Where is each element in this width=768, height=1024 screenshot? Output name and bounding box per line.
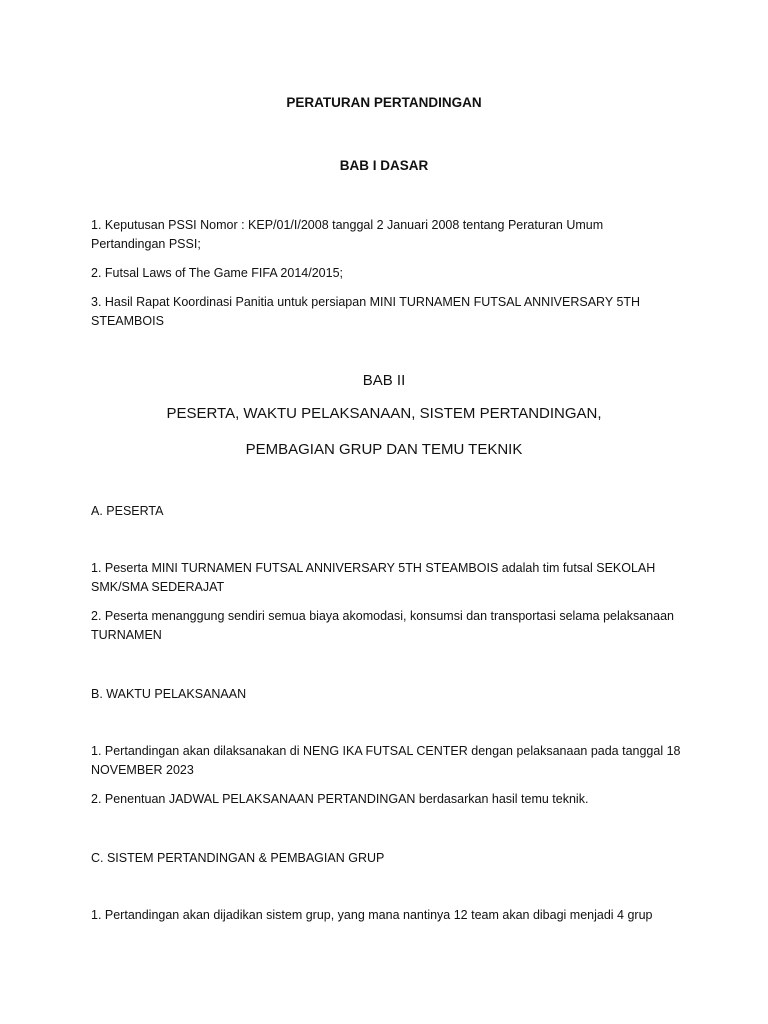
bab1-item-2: 2. Futsal Laws of The Game FIFA 2014/2015; <box>91 266 343 280</box>
section-a-item-1-line2: SMK/SMA SEDERAJAT <box>91 580 225 594</box>
section-a-item-2-line1: 2. Peserta menanggung sendiri semua biaya akomodasi, konsumsi dan transportasi selama pelaksanaan <box>91 609 674 623</box>
bab1-item-3-line2: STEAMBOIS <box>91 314 164 328</box>
section-a-item-2-line2: TURNAMEN <box>91 628 162 642</box>
section-a-heading: A. PESERTA <box>91 504 164 518</box>
bab1-item-1-line2: Pertandingan PSSI; <box>91 237 201 251</box>
section-b-item-2: 2. Penentuan JADWAL PELAKSANAAN PERTANDINGAN berdasarkan hasil temu teknik. <box>91 792 589 806</box>
bab1-heading: BAB I DASAR <box>339 158 429 173</box>
bab2-subtitle-1: PESERTA, WAKTU PELAKSANAAN, SISTEM PERTANDINGAN, <box>166 405 602 422</box>
bab1-item-1-line1: 1. Keputusan PSSI Nomor : KEP/01/I/2008 tanggal 2 Januari 2008 tentang Peraturan Umum <box>91 218 604 232</box>
section-b-item-1-line1: 1. Pertandingan akan dilaksanakan di NENG IKA FUTSAL CENTER dengan pelaksanaan pada tanggal 18 <box>91 744 681 758</box>
section-c-item-1: 1. Pertandingan akan dijadikan sistem grup, yang mana nantinya 12 team akan dibagi menjadi 4 grup <box>91 908 653 922</box>
section-a-item-1-line1: 1. Peserta MINI TURNAMEN FUTSAL ANNIVERSARY 5TH STEAMBOIS adalah tim futsal SEKOLAH <box>91 561 656 575</box>
bab1-item-3-line1: 3. Hasil Rapat Koordinasi Panitia untuk persiapan MINI TURNAMEN FUTSAL ANNIVERSARY 5TH <box>91 295 641 309</box>
section-b-item-1-line2: NOVEMBER 2023 <box>91 763 194 777</box>
bab2-heading: BAB II <box>362 372 406 389</box>
bab2-subtitle-2: PEMBAGIAN GRUP DAN TEMU TEKNIK <box>245 441 523 458</box>
section-c-heading: C. SISTEM PERTANDINGAN & PEMBAGIAN GRUP <box>91 851 385 865</box>
document-title: PERATURAN PERTANDINGAN <box>286 95 482 110</box>
section-b-heading: B. WAKTU PELAKSANAAN <box>91 687 247 701</box>
